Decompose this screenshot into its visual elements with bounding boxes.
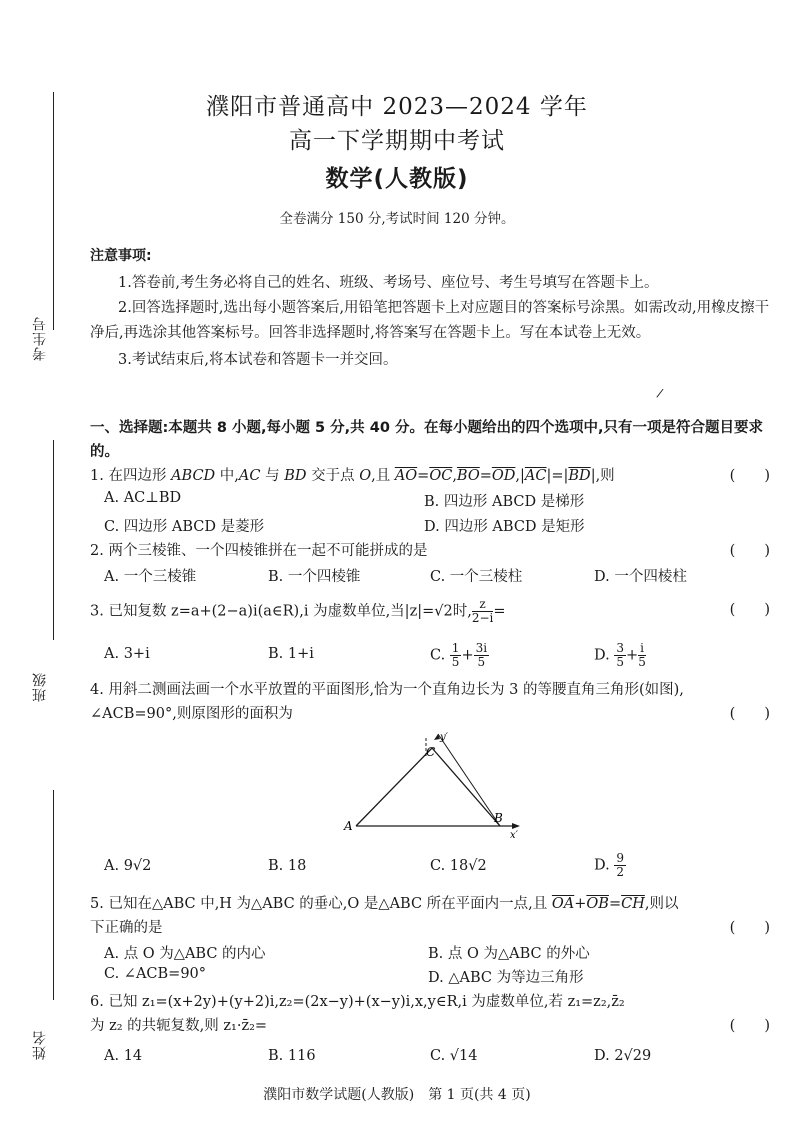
notice-item-1: 1.答卷前,考生务必将自己的姓名、班级、考场号、座位号、考生号填写在答题卡上。	[118, 275, 659, 291]
fraction: $\frac{1}{5}$	[451, 641, 460, 669]
answer-bracket: ( )	[729, 1018, 770, 1034]
q4-option-c: C. 18√2	[430, 858, 487, 874]
binding-line-middle	[53, 440, 54, 640]
q3-option-d: D. $\frac{3}{5}$ + $\frac{i}{5}$	[594, 641, 646, 669]
q6-option-b: B. 116	[268, 1048, 316, 1064]
fraction-z-over-2-minus-i: $\frac{z}{2-i}$	[471, 597, 494, 625]
vector-AO: $\overline{AO}$	[394, 468, 418, 484]
vector-OC: $\overline{OC}$	[429, 468, 453, 484]
q2-option-d: D. 一个四棱柱	[594, 569, 687, 585]
fraction: $\frac{9}{2}$	[616, 851, 624, 879]
vector-OB: $\overline{OB}$	[586, 896, 609, 912]
q4-option-d: D. $\frac{9}{2}$	[594, 851, 624, 879]
q1-option-a: A. AC⊥BD	[104, 490, 182, 506]
question-2-stem: 2. 两个三棱锥、一个四棱锥拼在一起不可能拼成的是 ( )	[90, 539, 770, 563]
name-label: 姓名	[32, 1030, 48, 1060]
q1-option-d: D. 四边形 ABCD 是矩形	[424, 519, 585, 535]
q6-stem-line-1: 6. 已知 z₁=(x+2y)+(y+2)i,z₂=(2x−y)+(x−y)i,x,y∈R,i 为虚数单位,若 z₁=z₂,z̄₂	[90, 994, 625, 1010]
notice-block	[90, 244, 780, 373]
x-axis-label: x′	[510, 830, 518, 840]
title-line-1: 濮阳市普通高中 2023—2024 学年	[206, 94, 588, 120]
q4-option-a: A. 9√2	[104, 858, 152, 874]
q2-option-c: C. 一个三棱柱	[430, 569, 523, 585]
oblique-triangle-figure	[340, 728, 540, 840]
answer-bracket: ( )	[729, 543, 770, 559]
q5-option-c: C. ∠ACB=90°	[104, 966, 207, 982]
vertex-C-label: C	[426, 745, 436, 759]
fraction: $\frac{3i}{5}$	[475, 641, 488, 669]
q1-option-c: C. 四边形 ABCD 是菱形	[104, 519, 265, 535]
q6-option-c: C. √14	[430, 1048, 478, 1064]
answer-bracket: ( )	[729, 706, 770, 722]
q6-option-a: A. 14	[104, 1048, 143, 1064]
fraction: $\frac{i}{5}$	[638, 641, 646, 669]
exam-subtitle: 全卷满分 150 分,考试时间 120 分钟。	[279, 211, 515, 227]
q4-option-b: B. 18	[268, 858, 307, 874]
q5-option-d: D. △ABC 为等边三角形	[428, 970, 584, 986]
title-line-3: 数学(人教版)	[325, 166, 469, 192]
class-label: 班级	[32, 672, 48, 702]
y-prime-axis	[438, 734, 500, 826]
q6-option-d: D. 2√29	[594, 1048, 652, 1064]
notice-item-3: 3.考试结束后,将本试卷和答题卡一并交回。	[118, 352, 398, 368]
answer-bracket: ( )	[729, 468, 770, 484]
q5-option-b: B. 点 O 为△ABC 的外心	[428, 946, 590, 962]
q3-option-b: B. 1+i	[268, 646, 314, 662]
q6-stem-line-2: 为 z₂ 的共轭复数,则 z₁·z̄₂=	[90, 1018, 268, 1034]
notice-heading: 注意事项:	[90, 248, 152, 264]
vector-AC: $\overline{AC}$	[524, 468, 547, 484]
title-line-2: 高一下学期期中考试	[289, 128, 505, 154]
answer-bracket: ( )	[729, 602, 770, 618]
answer-bracket: ( )	[729, 920, 770, 936]
question-3-stem: 3. 已知复数 z=a+(2−a)i(a∈R),i 为虚数单位,当|z|=√2时, $\frac{z}{2-i}$ = ( )	[90, 597, 770, 625]
notice-item-2: 2.回答选择题时,选出每小题答案后,用铅笔把答题卡上对应题目的答案标号涂黑。如需改动,用橡皮擦干净后,再选涂其他答案标号。回答非选择题时,将答案写在答题卡上。写在本试卷上无效。	[90, 300, 770, 341]
q3-option-a: A. 3+i	[104, 646, 150, 662]
side-AC	[356, 748, 432, 826]
vector-CH: $\overline{CH}$	[621, 896, 645, 912]
q5-option-a: A. 点 O 为△ABC 的内心	[104, 946, 266, 962]
section-1-heading: 一、选择题:本题共 8 小题,每小题 5 分,共 40 分。在每小题给出的四个选项中,只有一项是符合题目要求的。	[90, 420, 763, 460]
vector-BD: $\overline{BD}$	[568, 468, 591, 484]
question-6-stem	[90, 990, 770, 1038]
q2-option-a: A. 一个三棱锥	[104, 569, 197, 585]
side-CB	[432, 748, 500, 826]
vertex-A-label: A	[344, 819, 353, 833]
question-1-stem: 1. 在四边形 ABCD 中,AC 与 BD 交于点 O,且 $\overline{AO}=\overline{OC},\overline{BO}=\overline{OD},|\overline{AC}|=|\overline{BD}|$,则 ( )	[90, 464, 770, 488]
question-5-stem: 5. 已知在△ABC 中,H 为△ABC 的垂心,O 是△ABC 所在平面内一点,且 $\overline{OA}+\overline{OB}=\overline{CH}$,则以 下正确的是 ( )	[90, 892, 770, 940]
vector-OD: $\overline{OD}$	[491, 468, 516, 484]
q5-stem-line-2: 下正确的是	[90, 920, 163, 936]
pen-mark: /	[655, 385, 665, 401]
exam-number-label: 考生号	[32, 316, 48, 361]
vertex-B-label: B	[494, 811, 503, 825]
fraction: $\frac{3}{5}$	[616, 641, 624, 669]
y-axis-label: y′	[440, 732, 448, 743]
binding-line-bottom	[53, 790, 54, 1000]
page-footer: 濮阳市数学试题(人教版) 第 1 页(共 4 页)	[263, 1087, 531, 1103]
vector-OA: $\overline{OA}$	[551, 896, 575, 912]
q1-option-b: B. 四边形 ABCD 是梯形	[424, 494, 585, 510]
vector-BO: $\overline{BO}$	[456, 468, 480, 484]
question-4-stem: 4. 用斜二测画法画一个水平放置的平面图形,恰为一个直角边长为 3 的等腰直角三角形(如图), ∠ACB=90°,则原图形的面积为 ( )	[90, 678, 770, 726]
q2-option-b: B. 一个四棱锥	[268, 569, 361, 585]
x-axis-arrow	[512, 823, 520, 829]
q3-option-c: C. $\frac{1}{5}$ + $\frac{3i}{5}$	[430, 641, 488, 669]
